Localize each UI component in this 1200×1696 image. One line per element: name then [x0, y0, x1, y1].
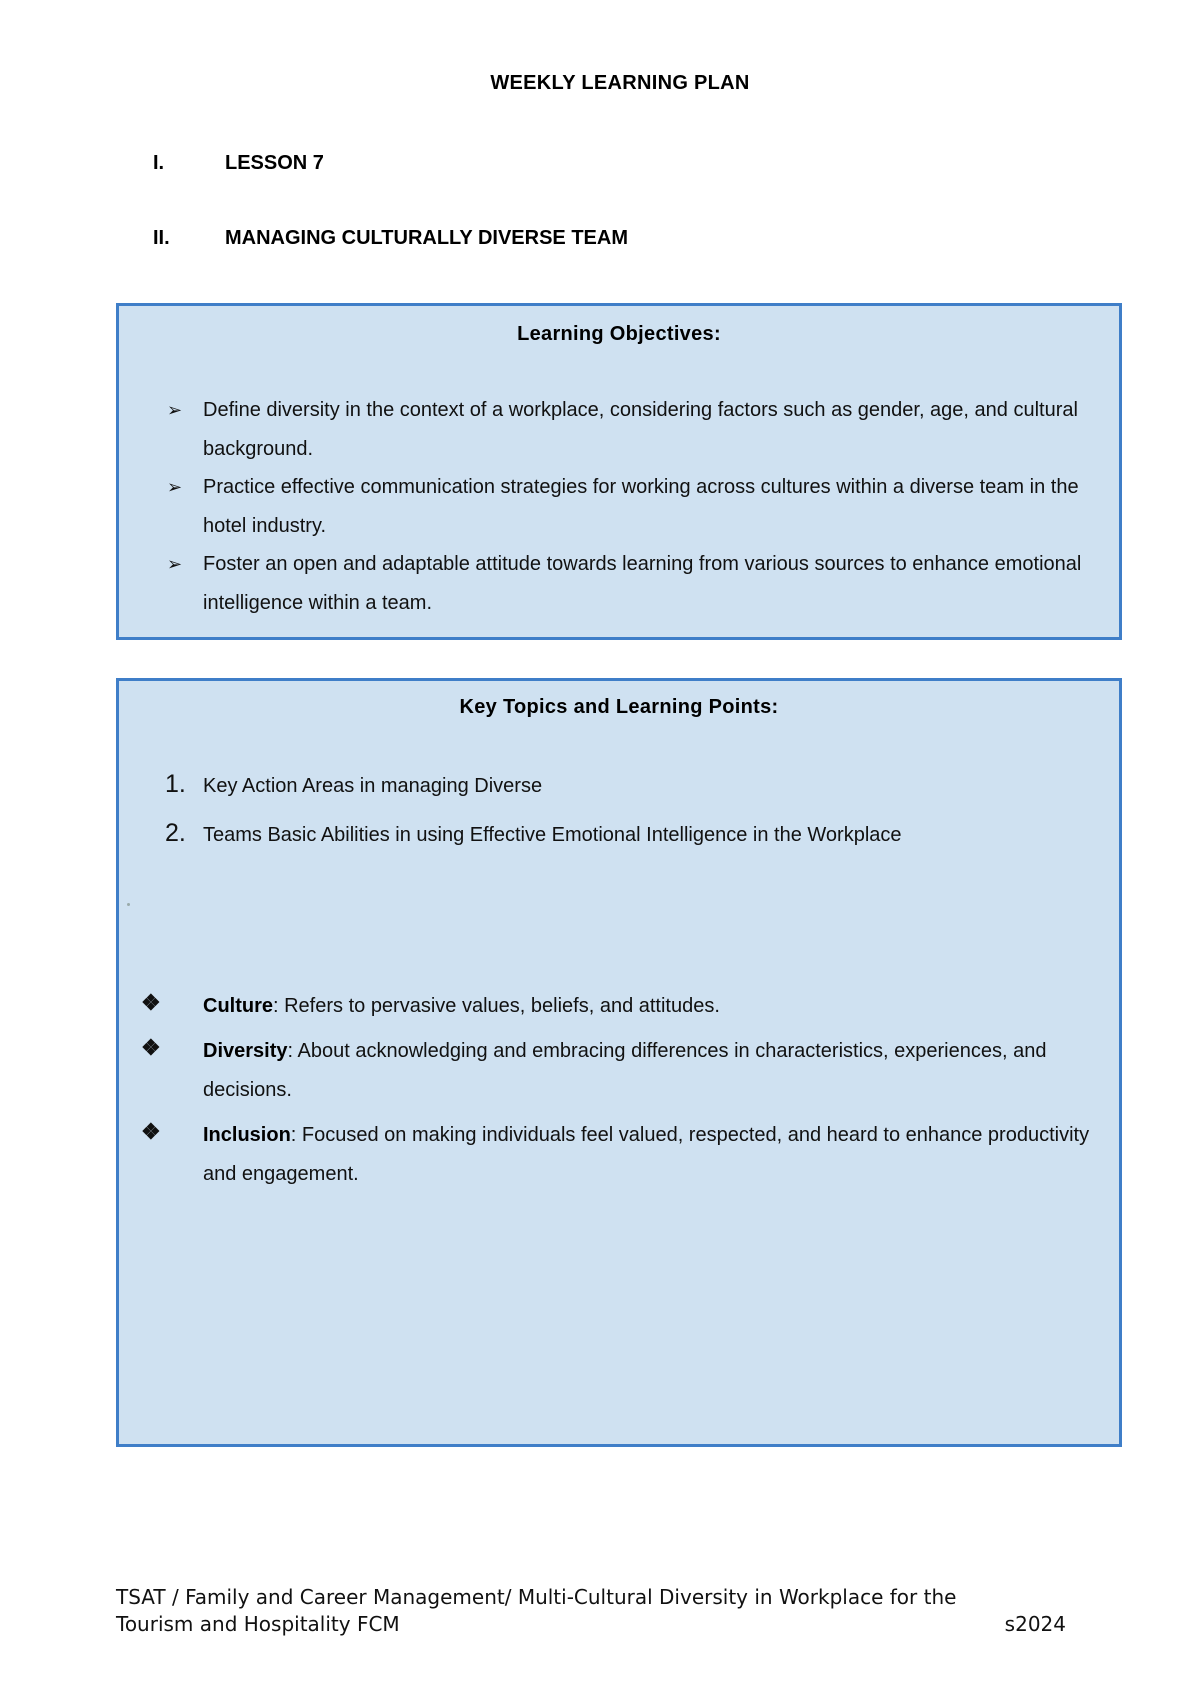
definition-item — [119, 1116, 1119, 1194]
key-topics-box — [116, 678, 1122, 1447]
diamond-bullet-icon: ❖ — [141, 1035, 161, 1060]
topic-text: Key Action Areas in managing Diverse — [203, 775, 543, 797]
topic-text: Teams Basic Abilities in using Effective Emotional Intelligence in the Workplace — [203, 824, 902, 846]
definition-item — [119, 1032, 1119, 1110]
heading-text: MANAGING CULTURALLY DIVERSE TEAM — [225, 227, 628, 249]
topic-heading — [153, 227, 628, 250]
definition-term: Diversity — [203, 1040, 288, 1062]
definition-text: : Refers to pervasive values, beliefs, and attitudes. — [273, 995, 720, 1017]
footer-line-2 — [116, 1611, 1066, 1638]
definition-term: Inclusion — [203, 1124, 291, 1146]
objective-text: Foster an open and adaptable attitude towards learning from various sources to enhance emotional intelligence within a team. — [203, 553, 1082, 614]
definitions-list — [119, 987, 1119, 1200]
objective-item — [119, 545, 1119, 622]
document-title: WEEKLY LEARNING PLAN — [490, 72, 750, 94]
objective-item — [119, 468, 1119, 545]
learning-objectives-title: Learning Objectives: — [517, 323, 721, 345]
diamond-bullet-icon: ❖ — [141, 1119, 161, 1144]
arrow-bullet-icon: ➢ — [167, 554, 183, 574]
topics-numbered-list — [119, 772, 1119, 870]
objective-text: Define diversity in the context of a workplace, considering factors such as gender, age, and cultural background. — [203, 399, 1078, 460]
definition-text: : About acknowledging and embracing differences in characteristics, experiences, and decisions. — [203, 1040, 1047, 1101]
stray-dot — [127, 903, 130, 906]
topic-item — [119, 772, 1119, 800]
definition-text: : Focused on making individuals feel valued, respected, and heard to enhance productivity and engagement. — [203, 1124, 1090, 1185]
arrow-bullet-icon: ➢ — [167, 477, 183, 497]
lesson-heading — [153, 152, 324, 175]
definition-term: Culture — [203, 995, 273, 1017]
learning-objectives-box — [116, 303, 1122, 640]
topic-item — [119, 821, 1119, 849]
objective-item — [119, 391, 1119, 468]
footer-line-1: TSAT / Family and Career Management/ Multi-Cultural Diversity in Workplace for the — [116, 1585, 957, 1609]
objectives-list — [119, 391, 1119, 622]
key-topics-title: Key Topics and Learning Points: — [459, 696, 779, 718]
definition-item — [119, 987, 1119, 1026]
arrow-bullet-icon: ➢ — [167, 400, 183, 420]
topic-number: 2. — [165, 819, 186, 847]
diamond-bullet-icon: ❖ — [141, 990, 161, 1015]
page-footer — [116, 1584, 1066, 1638]
objective-text: Practice effective communication strategies for working across cultures within a diverse team in the hotel industry. — [203, 476, 1079, 537]
topic-number: 1. — [165, 770, 186, 798]
heading-number: II. — [153, 227, 170, 249]
heading-number: I. — [153, 152, 165, 174]
footer-term: s2024 — [1004, 1612, 1066, 1636]
heading-text: LESSON 7 — [225, 152, 324, 174]
footer-course-name: Tourism and Hospitality FCM — [116, 1612, 400, 1636]
